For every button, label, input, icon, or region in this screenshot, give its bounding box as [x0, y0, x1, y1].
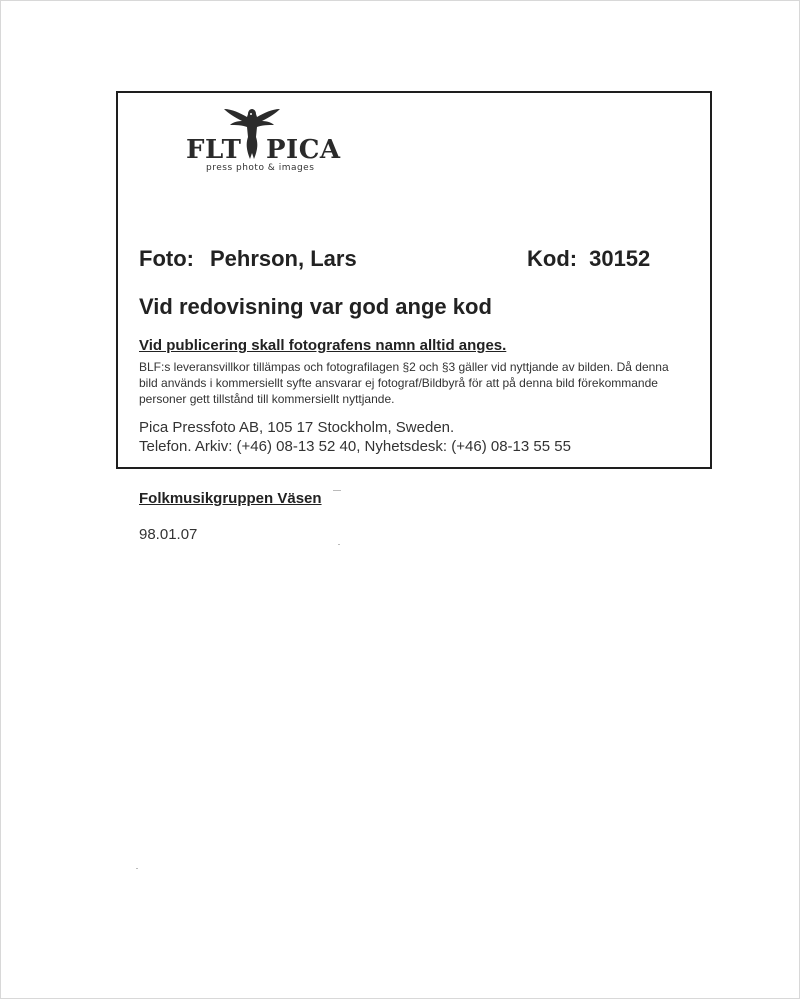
speck — [338, 544, 340, 545]
agency-logo — [186, 103, 341, 175]
speck — [333, 490, 341, 491]
kod-label: Kod: — [527, 246, 578, 271]
photographer-line — [139, 246, 357, 272]
logo-tagline: press photo & images — [206, 163, 315, 173]
terms-text: BLF:s leveransvillkor tillämpas och fotografilagen §2 och §3 gäller vid nyttjande av bilden. Då denna bild används i kommersiellt syfte ansvarar ej fotograf/Bildbyrå för att på denna bild förekommande personer gett tillstånd till kommersiellt nyttjande. — [139, 360, 669, 406]
speck — [136, 868, 138, 869]
code-instruction: Vid redovisning var god ange kod — [139, 294, 492, 319]
photographer-name: Pehrson, Lars — [209, 246, 357, 271]
logo-text-left: FLT — [186, 135, 242, 165]
logo-text-right: PICA — [266, 135, 341, 165]
kod-value: 30152 — [589, 246, 651, 271]
phone-line: Telefon. Arkiv: (+46) 08-13 52 40, Nyhetsdesk: (+46) 08-13 55 55 — [139, 438, 571, 455]
photo-caption: Folkmusikgruppen Väsen — [139, 490, 322, 507]
address-line: Pica Pressfoto AB, 105 17 Stockholm, Sweden. — [139, 419, 455, 436]
code-line — [527, 246, 650, 272]
publish-note: Vid publicering skall fotografens namn alltid anges. — [139, 337, 507, 354]
photo-date: 98.01.07 — [139, 526, 198, 543]
contact-block — [139, 418, 699, 456]
foto-label: Foto: — [139, 246, 194, 271]
